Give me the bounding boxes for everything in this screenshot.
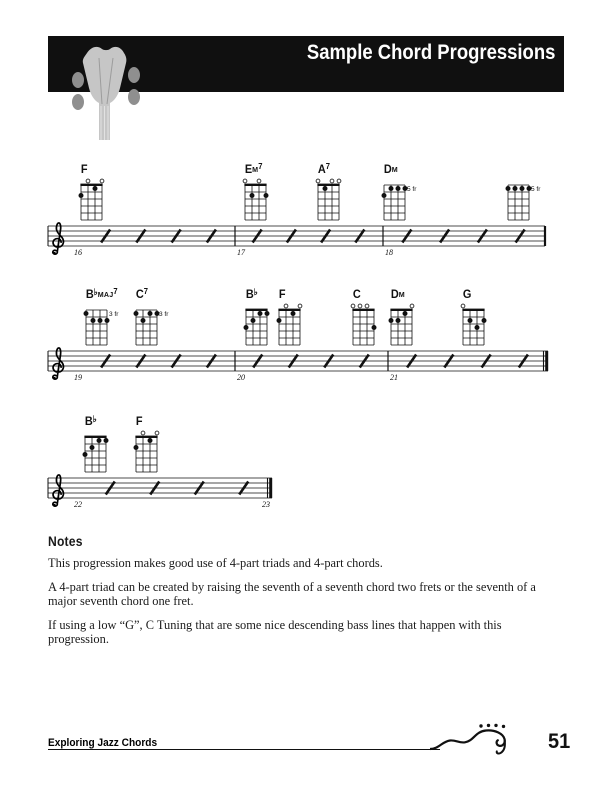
finger-dot [93, 186, 98, 191]
fret-position-label: 3 fr [109, 311, 119, 318]
finger-dot [396, 318, 401, 323]
open-string-marker [351, 304, 355, 308]
nut [80, 184, 102, 186]
measure-number: 20 [237, 373, 245, 382]
measure-number: 23 [262, 500, 270, 509]
system-2 [48, 289, 560, 389]
finger-dot [98, 318, 103, 323]
finger-dot [258, 311, 263, 316]
staff [48, 343, 558, 389]
notes-section [48, 534, 562, 656]
finger-dot [84, 311, 89, 316]
notes-heading: Notes [48, 534, 83, 549]
measure-number: 17 [237, 248, 245, 257]
measure-number: 19 [74, 373, 82, 382]
notes-paragraph: If using a low “G”, C Tuning that are some nice descending bass lines that happen with this progression. [48, 617, 502, 646]
chord-label: F [80, 164, 88, 176]
nut [462, 309, 484, 311]
open-string-marker [330, 179, 334, 183]
chord-block [82, 416, 128, 429]
treble-clef-icon [53, 348, 64, 380]
treble-clef-icon [53, 475, 64, 507]
finger-dot [83, 452, 88, 457]
open-string-marker [243, 179, 247, 183]
chord-label: DM [383, 164, 398, 176]
system-1 [48, 164, 557, 264]
chord-label: B♭ [245, 287, 258, 301]
chord-block [315, 164, 361, 177]
finger-dot [148, 311, 153, 316]
open-string-marker [316, 179, 320, 183]
chord-block [242, 164, 288, 177]
fret-position-label: 5 fr [407, 186, 417, 193]
chord-block [460, 289, 506, 302]
nut [352, 309, 374, 311]
open-string-marker [410, 304, 414, 308]
chord-block [388, 289, 434, 302]
finger-dot [250, 193, 255, 198]
open-string-marker [358, 304, 362, 308]
measure-number: 18 [385, 248, 393, 257]
footer-rule [48, 749, 440, 750]
nut [135, 436, 157, 438]
chord-block [276, 289, 322, 302]
measure-number: 16 [74, 248, 82, 257]
nut [244, 184, 266, 186]
finger-dot [323, 186, 328, 191]
fret-position-label: 5 fr [531, 186, 541, 193]
finger-dot [291, 311, 296, 316]
chord-label: DM [390, 289, 405, 301]
chord-block [133, 416, 179, 429]
finger-dot [148, 438, 153, 443]
finger-dot [277, 318, 282, 323]
finger-dot [264, 193, 269, 198]
open-string-marker [257, 179, 261, 183]
nut [317, 184, 339, 186]
nut [278, 309, 300, 311]
open-string-marker [100, 179, 104, 183]
finger-dot [468, 318, 473, 323]
open-string-marker [86, 179, 90, 183]
finger-dot [134, 445, 139, 450]
chord-label: C [352, 289, 361, 301]
open-string-marker [461, 304, 465, 308]
ukulele-headstock-icon [68, 44, 144, 140]
finger-dot [105, 318, 110, 323]
nut [245, 309, 267, 311]
chord-block [83, 287, 129, 318]
open-string-marker [337, 179, 341, 183]
finger-dot [134, 311, 139, 316]
chord-label: F [135, 416, 143, 428]
finger-dot [141, 318, 146, 323]
finger-dot [79, 193, 84, 198]
chord-label: G [462, 289, 472, 301]
open-string-marker [155, 431, 159, 435]
chord-label: $A^7$ [317, 162, 330, 176]
finger-dot [90, 445, 95, 450]
finger-dot [382, 193, 387, 198]
open-string-marker [141, 431, 145, 435]
page-title: Sample Chord Progressions [306, 41, 555, 64]
chord-label: B♭ [84, 414, 97, 428]
notes-paragraph: This progression makes good use of 4-part triads and 4-part chords. [48, 556, 383, 570]
finger-dot [396, 186, 401, 191]
chord-label: $EM^7$ [244, 162, 263, 176]
chord-label: $C^7$ [135, 287, 148, 301]
nut [84, 436, 106, 438]
chord-block [133, 287, 179, 318]
nut [390, 309, 412, 311]
finger-dot [513, 186, 518, 191]
chord-label: F [278, 289, 286, 301]
page-number: 51 [548, 730, 571, 753]
open-string-marker [284, 304, 288, 308]
finger-dot [97, 438, 102, 443]
finger-dot [403, 311, 408, 316]
finger-dot [482, 318, 487, 323]
finger-dot [244, 325, 249, 330]
ukulele-squiggle-icon [430, 722, 530, 764]
treble-clef-icon [53, 223, 64, 255]
finger-dot [475, 325, 480, 330]
chord-block [381, 164, 427, 193]
chord-block [78, 164, 124, 177]
notes-paragraph: A 4-part triad can be created by raising the seventh of a seventh chord two frets or the seventh of a major seventh chord one fret. [48, 579, 536, 608]
open-string-marker [298, 304, 302, 308]
chord-label: B♭MAJ$^7$ [85, 287, 118, 301]
system-3 [48, 416, 284, 516]
measure-number: 22 [74, 500, 82, 509]
measure-number: 21 [390, 373, 398, 382]
finger-dot [389, 186, 394, 191]
finger-dot [104, 438, 109, 443]
finger-dot [506, 186, 511, 191]
open-string-marker [365, 304, 369, 308]
finger-dot [389, 318, 394, 323]
finger-dot [265, 311, 270, 316]
finger-dot [372, 325, 377, 330]
finger-dot [91, 318, 96, 323]
finger-dot [251, 318, 256, 323]
staff [48, 470, 282, 516]
finger-dot [520, 186, 525, 191]
footer-book-title: Exploring Jazz Chords [48, 737, 158, 749]
fret-position-label: 3 fr [159, 311, 169, 318]
staff [48, 218, 555, 264]
